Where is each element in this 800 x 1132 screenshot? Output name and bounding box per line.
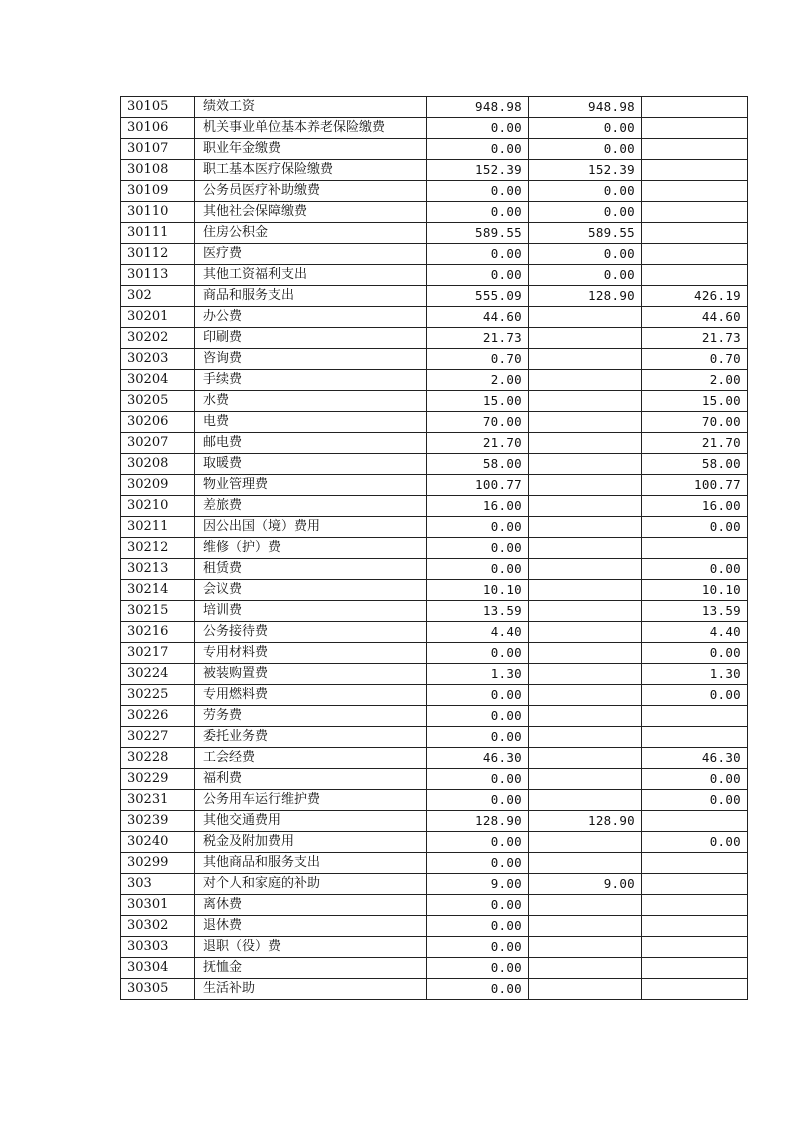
cell-item-name: 其他社会保障缴费 [195, 202, 427, 223]
cell-code: 30207 [121, 433, 195, 454]
cell-total: 0.00 [427, 643, 529, 664]
cell-total: 16.00 [427, 496, 529, 517]
cell-project-expenditure: 16.00 [642, 496, 748, 517]
cell-basic-expenditure [529, 580, 642, 601]
cell-basic-expenditure: 0.00 [529, 244, 642, 265]
table-row [121, 496, 748, 517]
cell-total: 0.00 [427, 118, 529, 139]
cell-item-name: 公务接待费 [195, 622, 427, 643]
cell-project-expenditure: 0.00 [642, 790, 748, 811]
cell-basic-expenditure [529, 685, 642, 706]
cell-basic-expenditure: 0.00 [529, 265, 642, 286]
table-row [121, 874, 748, 895]
cell-total: 0.00 [427, 895, 529, 916]
cell-code: 30227 [121, 727, 195, 748]
cell-item-name: 绩效工资 [195, 97, 427, 118]
cell-item-name: 其他商品和服务支出 [195, 853, 427, 874]
cell-project-expenditure [642, 874, 748, 895]
cell-code: 30217 [121, 643, 195, 664]
cell-total: 0.00 [427, 685, 529, 706]
cell-item-name: 水费 [195, 391, 427, 412]
expenditure-table [120, 96, 748, 1000]
cell-total: 0.00 [427, 559, 529, 580]
cell-total: 100.77 [427, 475, 529, 496]
table-row [121, 937, 748, 958]
cell-code: 30111 [121, 223, 195, 244]
cell-project-expenditure [642, 979, 748, 1000]
table-row [121, 811, 748, 832]
table-row [121, 433, 748, 454]
cell-code: 30301 [121, 895, 195, 916]
cell-code: 30106 [121, 118, 195, 139]
cell-basic-expenditure [529, 454, 642, 475]
cell-project-expenditure [642, 202, 748, 223]
cell-code: 30202 [121, 328, 195, 349]
table-row [121, 412, 748, 433]
cell-project-expenditure [642, 118, 748, 139]
cell-item-name: 医疗费 [195, 244, 427, 265]
cell-total: 152.39 [427, 160, 529, 181]
table-row [121, 475, 748, 496]
cell-project-expenditure [642, 706, 748, 727]
cell-project-expenditure: 4.40 [642, 622, 748, 643]
cell-basic-expenditure [529, 412, 642, 433]
table-row [121, 643, 748, 664]
cell-basic-expenditure [529, 706, 642, 727]
cell-code: 30208 [121, 454, 195, 475]
cell-item-name: 差旅费 [195, 496, 427, 517]
cell-item-name: 工会经费 [195, 748, 427, 769]
cell-project-expenditure [642, 895, 748, 916]
table-row [121, 916, 748, 937]
cell-basic-expenditure [529, 475, 642, 496]
table-row [121, 790, 748, 811]
table-row [121, 181, 748, 202]
cell-basic-expenditure: 0.00 [529, 139, 642, 160]
cell-item-name: 电费 [195, 412, 427, 433]
cell-project-expenditure: 0.00 [642, 517, 748, 538]
cell-item-name: 抚恤金 [195, 958, 427, 979]
table-row [121, 769, 748, 790]
cell-code: 30205 [121, 391, 195, 412]
cell-code: 30303 [121, 937, 195, 958]
cell-item-name: 办公费 [195, 307, 427, 328]
cell-project-expenditure [642, 265, 748, 286]
cell-basic-expenditure: 589.55 [529, 223, 642, 244]
cell-project-expenditure: 10.10 [642, 580, 748, 601]
cell-project-expenditure [642, 97, 748, 118]
cell-code: 30224 [121, 664, 195, 685]
cell-code: 30107 [121, 139, 195, 160]
cell-project-expenditure [642, 244, 748, 265]
cell-basic-expenditure: 0.00 [529, 118, 642, 139]
cell-project-expenditure [642, 160, 748, 181]
cell-basic-expenditure [529, 643, 642, 664]
cell-basic-expenditure [529, 349, 642, 370]
cell-code: 30231 [121, 790, 195, 811]
cell-item-name: 咨询费 [195, 349, 427, 370]
cell-basic-expenditure [529, 370, 642, 391]
cell-total: 0.00 [427, 181, 529, 202]
cell-project-expenditure [642, 727, 748, 748]
cell-item-name: 公务用车运行维护费 [195, 790, 427, 811]
table-row [121, 97, 748, 118]
table-row [121, 979, 748, 1000]
cell-project-expenditure: 13.59 [642, 601, 748, 622]
cell-total: 0.00 [427, 979, 529, 1000]
cell-item-name: 劳务费 [195, 706, 427, 727]
table-row [121, 307, 748, 328]
cell-basic-expenditure: 0.00 [529, 181, 642, 202]
cell-project-expenditure [642, 916, 748, 937]
cell-basic-expenditure [529, 328, 642, 349]
cell-total: 4.40 [427, 622, 529, 643]
cell-code: 30109 [121, 181, 195, 202]
cell-basic-expenditure: 0.00 [529, 202, 642, 223]
table-row [121, 223, 748, 244]
cell-total: 10.10 [427, 580, 529, 601]
cell-total: 0.00 [427, 769, 529, 790]
cell-item-name: 专用材料费 [195, 643, 427, 664]
cell-code: 30228 [121, 748, 195, 769]
cell-code: 30110 [121, 202, 195, 223]
cell-total: 0.00 [427, 139, 529, 160]
cell-code: 30204 [121, 370, 195, 391]
table-row [121, 349, 748, 370]
cell-basic-expenditure: 948.98 [529, 97, 642, 118]
cell-total: 15.00 [427, 391, 529, 412]
cell-total: 948.98 [427, 97, 529, 118]
cell-code: 30214 [121, 580, 195, 601]
cell-item-name: 专用燃料费 [195, 685, 427, 706]
cell-total: 58.00 [427, 454, 529, 475]
cell-basic-expenditure [529, 391, 642, 412]
cell-code: 30302 [121, 916, 195, 937]
cell-code: 30105 [121, 97, 195, 118]
cell-project-expenditure: 58.00 [642, 454, 748, 475]
cell-total: 9.00 [427, 874, 529, 895]
table-row [121, 706, 748, 727]
cell-project-expenditure [642, 538, 748, 559]
table-row [121, 160, 748, 181]
table-row [121, 118, 748, 139]
cell-basic-expenditure [529, 622, 642, 643]
cell-total: 0.00 [427, 517, 529, 538]
cell-basic-expenditure [529, 853, 642, 874]
cell-code: 30239 [121, 811, 195, 832]
table-row [121, 853, 748, 874]
cell-basic-expenditure [529, 916, 642, 937]
cell-basic-expenditure [529, 790, 642, 811]
cell-basic-expenditure [529, 769, 642, 790]
cell-project-expenditure: 44.60 [642, 307, 748, 328]
cell-project-expenditure [642, 937, 748, 958]
cell-total: 0.00 [427, 244, 529, 265]
cell-item-name: 物业管理费 [195, 475, 427, 496]
cell-project-expenditure [642, 181, 748, 202]
cell-total: 589.55 [427, 223, 529, 244]
expenditure-table-body [121, 97, 748, 1000]
table-row [121, 538, 748, 559]
cell-project-expenditure: 46.30 [642, 748, 748, 769]
cell-basic-expenditure [529, 727, 642, 748]
cell-code: 30226 [121, 706, 195, 727]
cell-code: 30304 [121, 958, 195, 979]
cell-basic-expenditure [529, 895, 642, 916]
table-row [121, 139, 748, 160]
cell-project-expenditure: 21.70 [642, 433, 748, 454]
cell-basic-expenditure [529, 958, 642, 979]
cell-total: 0.00 [427, 727, 529, 748]
cell-item-name: 委托业务费 [195, 727, 427, 748]
cell-project-expenditure: 21.73 [642, 328, 748, 349]
cell-item-name: 因公出国（境）费用 [195, 517, 427, 538]
cell-project-expenditure: 15.00 [642, 391, 748, 412]
table-row [121, 958, 748, 979]
cell-basic-expenditure [529, 433, 642, 454]
cell-code: 30299 [121, 853, 195, 874]
table-row [121, 517, 748, 538]
cell-project-expenditure: 70.00 [642, 412, 748, 433]
cell-basic-expenditure [529, 748, 642, 769]
cell-code: 30113 [121, 265, 195, 286]
cell-basic-expenditure: 128.90 [529, 811, 642, 832]
cell-total: 44.60 [427, 307, 529, 328]
cell-code: 30212 [121, 538, 195, 559]
cell-code: 30112 [121, 244, 195, 265]
cell-item-name: 维修（护）费 [195, 538, 427, 559]
cell-code: 30108 [121, 160, 195, 181]
cell-total: 0.00 [427, 706, 529, 727]
cell-item-name: 职业年金缴费 [195, 139, 427, 160]
cell-basic-expenditure: 152.39 [529, 160, 642, 181]
cell-basic-expenditure: 9.00 [529, 874, 642, 895]
table-row [121, 265, 748, 286]
cell-total: 2.00 [427, 370, 529, 391]
cell-code: 30229 [121, 769, 195, 790]
cell-code: 30305 [121, 979, 195, 1000]
table-row [121, 685, 748, 706]
cell-item-name: 公务员医疗补助缴费 [195, 181, 427, 202]
table-row [121, 832, 748, 853]
cell-total: 0.00 [427, 832, 529, 853]
cell-item-name: 退职（役）费 [195, 937, 427, 958]
cell-item-name: 税金及附加费用 [195, 832, 427, 853]
cell-item-name: 职工基本医疗保险缴费 [195, 160, 427, 181]
cell-item-name: 对个人和家庭的补助 [195, 874, 427, 895]
cell-item-name: 福利费 [195, 769, 427, 790]
cell-project-expenditure: 100.77 [642, 475, 748, 496]
cell-item-name: 会议费 [195, 580, 427, 601]
table-row [121, 727, 748, 748]
table-row [121, 580, 748, 601]
cell-project-expenditure: 1.30 [642, 664, 748, 685]
cell-item-name: 租赁费 [195, 559, 427, 580]
cell-total: 13.59 [427, 601, 529, 622]
cell-project-expenditure [642, 853, 748, 874]
cell-total: 0.00 [427, 937, 529, 958]
cell-item-name: 印刷费 [195, 328, 427, 349]
cell-item-name: 被装购置费 [195, 664, 427, 685]
table-row [121, 328, 748, 349]
cell-code: 30240 [121, 832, 195, 853]
cell-item-name: 取暖费 [195, 454, 427, 475]
cell-total: 0.70 [427, 349, 529, 370]
cell-project-expenditure: 0.00 [642, 643, 748, 664]
cell-code: 303 [121, 874, 195, 895]
table-row [121, 748, 748, 769]
cell-basic-expenditure [529, 601, 642, 622]
table-row [121, 244, 748, 265]
cell-project-expenditure: 0.00 [642, 769, 748, 790]
cell-total: 21.70 [427, 433, 529, 454]
table-row [121, 664, 748, 685]
table-row [121, 559, 748, 580]
cell-code: 30210 [121, 496, 195, 517]
cell-total: 0.00 [427, 202, 529, 223]
cell-code: 30206 [121, 412, 195, 433]
cell-item-name: 其他工资福利支出 [195, 265, 427, 286]
cell-project-expenditure: 0.70 [642, 349, 748, 370]
cell-item-name: 退休费 [195, 916, 427, 937]
cell-item-name: 手续费 [195, 370, 427, 391]
cell-total: 46.30 [427, 748, 529, 769]
table-row [121, 895, 748, 916]
cell-basic-expenditure: 128.90 [529, 286, 642, 307]
table-row [121, 454, 748, 475]
cell-code: 30213 [121, 559, 195, 580]
cell-basic-expenditure [529, 307, 642, 328]
cell-basic-expenditure [529, 979, 642, 1000]
cell-project-expenditure: 2.00 [642, 370, 748, 391]
cell-project-expenditure: 0.00 [642, 685, 748, 706]
cell-item-name: 生活补助 [195, 979, 427, 1000]
cell-basic-expenditure [529, 559, 642, 580]
table-row [121, 286, 748, 307]
cell-total: 0.00 [427, 538, 529, 559]
cell-total: 0.00 [427, 853, 529, 874]
cell-item-name: 住房公积金 [195, 223, 427, 244]
cell-code: 30201 [121, 307, 195, 328]
table-row [121, 622, 748, 643]
cell-code: 30216 [121, 622, 195, 643]
cell-item-name: 机关事业单位基本养老保险缴费 [195, 118, 427, 139]
cell-total: 1.30 [427, 664, 529, 685]
cell-basic-expenditure [529, 937, 642, 958]
cell-code: 30209 [121, 475, 195, 496]
cell-code: 30225 [121, 685, 195, 706]
cell-code: 30203 [121, 349, 195, 370]
cell-total: 0.00 [427, 958, 529, 979]
cell-basic-expenditure [529, 832, 642, 853]
cell-item-name: 邮电费 [195, 433, 427, 454]
cell-total: 0.00 [427, 916, 529, 937]
cell-project-expenditure: 426.19 [642, 286, 748, 307]
table-row [121, 601, 748, 622]
cell-item-name: 培训费 [195, 601, 427, 622]
cell-basic-expenditure [529, 496, 642, 517]
cell-item-name: 商品和服务支出 [195, 286, 427, 307]
cell-basic-expenditure [529, 517, 642, 538]
cell-total: 555.09 [427, 286, 529, 307]
cell-total: 21.73 [427, 328, 529, 349]
cell-item-name: 离休费 [195, 895, 427, 916]
cell-project-expenditure: 0.00 [642, 559, 748, 580]
cell-project-expenditure [642, 139, 748, 160]
cell-project-expenditure [642, 811, 748, 832]
cell-total: 0.00 [427, 265, 529, 286]
cell-item-name: 其他交通费用 [195, 811, 427, 832]
cell-project-expenditure: 0.00 [642, 832, 748, 853]
cell-basic-expenditure [529, 664, 642, 685]
cell-total: 128.90 [427, 811, 529, 832]
table-row [121, 202, 748, 223]
cell-total: 0.00 [427, 790, 529, 811]
table-row [121, 370, 748, 391]
cell-code: 30211 [121, 517, 195, 538]
cell-project-expenditure [642, 223, 748, 244]
cell-basic-expenditure [529, 538, 642, 559]
cell-code: 30215 [121, 601, 195, 622]
cell-total: 70.00 [427, 412, 529, 433]
cell-code: 302 [121, 286, 195, 307]
cell-project-expenditure [642, 958, 748, 979]
table-row [121, 391, 748, 412]
